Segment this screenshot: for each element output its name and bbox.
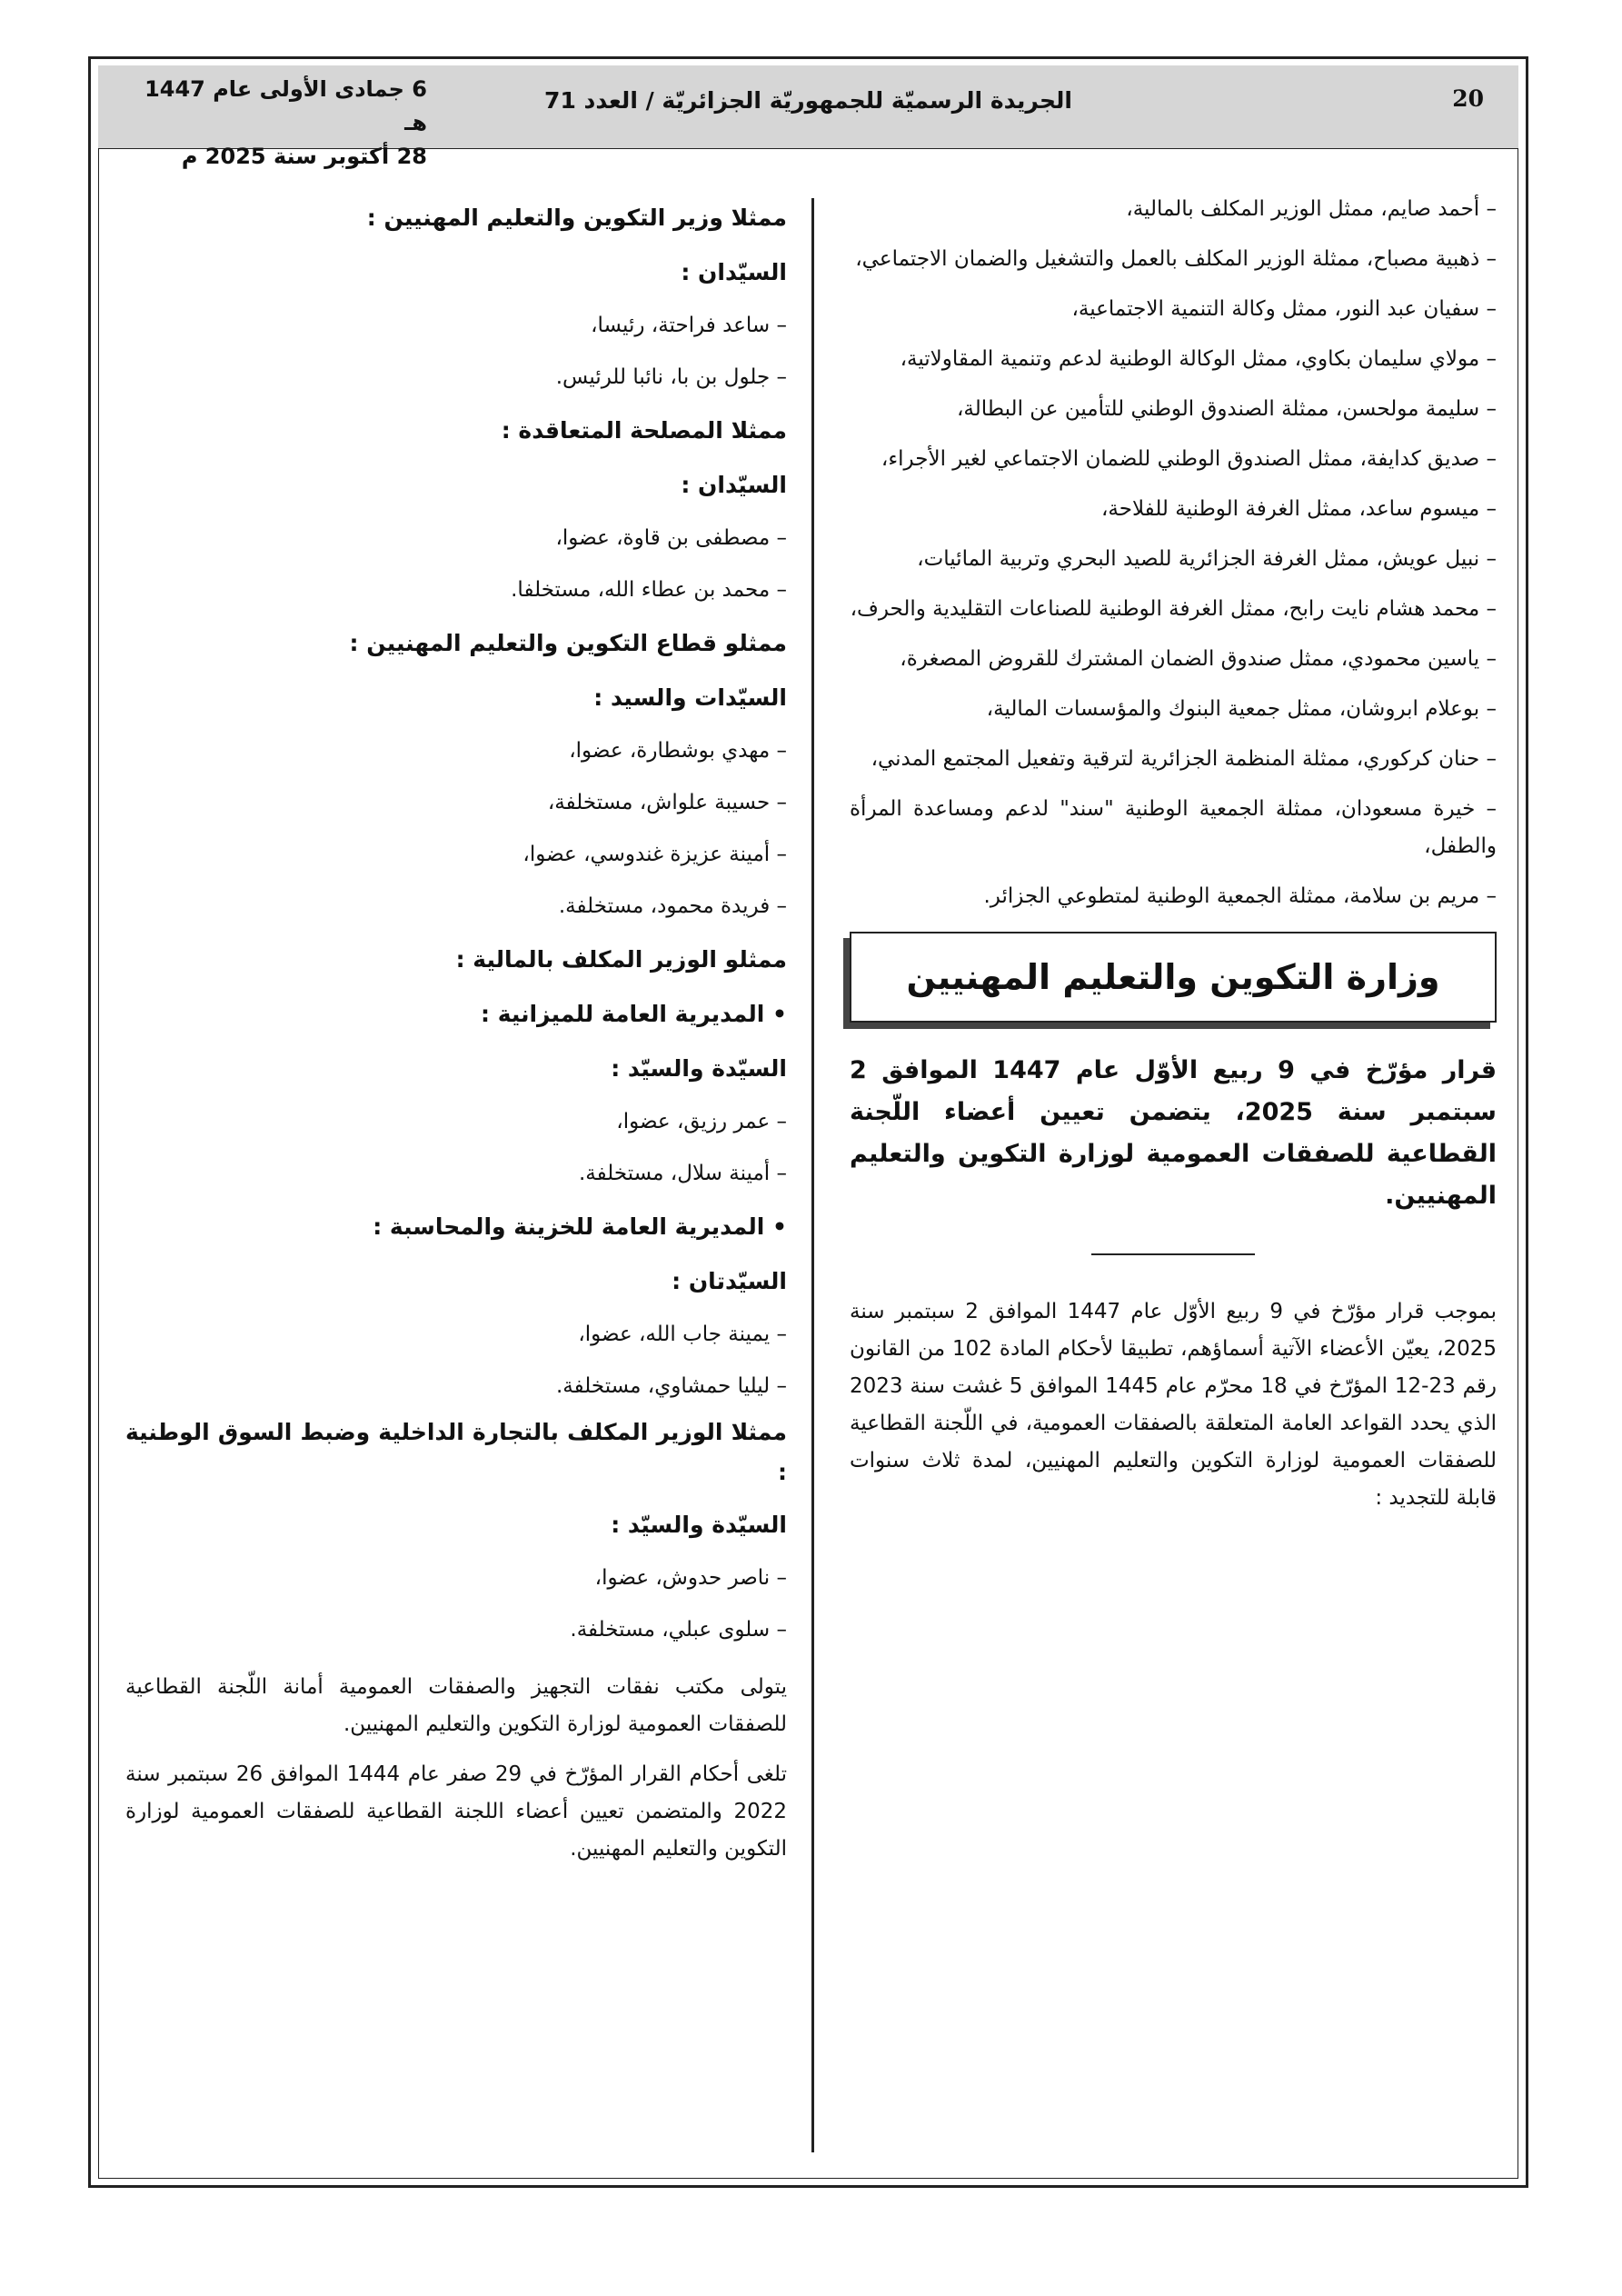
ministry-title: وزارة التكوين والتعليم المهنيين (906, 956, 1440, 997)
section-heading: ممثلا وزير التكوين والتعليم المهنيين : (366, 205, 787, 231)
member-line: – أمينة سلال، مستخلفة. (578, 1162, 787, 1185)
section-heading: السيّدان : (681, 472, 787, 498)
section-heading: السيّدتان : (672, 1268, 787, 1294)
member-entry: – مولاي سليمان بكاوي، ممثل الوكالة الوطنية لدعم وتنمية المقاولاتية، (900, 347, 1497, 371)
decree-body: بموجب قرار مؤرّخ في 9 ربيع الأوّل عام 1447 الموافق 2 سبتمبر سنة 2025، يعيّن الأعضاء الآتية أسماؤهم، تطبيقا لأحكام المادة 102 من القانون رقم 23-12 المؤرّخ في 18 محرّم عام 1445 الموافق 5 غشت سنة 2023 الذي يحدد القواعد العامة المتعلقة بالصفقات العمومية، في اللّجنة القطاعية للصفقات العمومية لوزارة التكوين والتعليم المهنيين، لمدة ثلاث سنوات قابلة للتجديد : (850, 1300, 1498, 1510)
member-entry: – ذهبية مصباح، ممثلة الوزير المكلف بالعمل والتشغيل والضمان الاجتماعي، (855, 247, 1497, 271)
member-entry: – خيرة مسعودان، ممثلة الجمعية الوطنية "سند" لدعم ومساعدة المرأة والطفل، (850, 797, 1497, 858)
member-line: – فريدة محمود، مستخلفة. (558, 894, 787, 918)
member-entry: – أحمد صايم، ممثل الوزير المكلف بالمالية، (1126, 197, 1497, 221)
section-heading: السيّدة والسيّد : (611, 1055, 787, 1082)
separator-line (1091, 1253, 1255, 1255)
commerce-list (125, 1498, 787, 1656)
member-line: – محمد بن عطاء الله، مستخلفا. (511, 578, 787, 602)
date-hijri: 6 جمادى الأولى عام 1447 هـ (144, 76, 427, 135)
member-line: – سلوى عبلي، مستخلفة. (570, 1618, 787, 1642)
left-column (125, 191, 787, 1881)
section-heading: ممثلا المصلحة المتعاقدة : (501, 417, 787, 444)
member-line: – ناصر حدوش، عضوا، (594, 1566, 787, 1590)
journal-title: الجريدة الرسميّة للجمهوريّة الجزائريّة / العدد 71 (544, 87, 1072, 114)
section-heading: السيّدة والسيّد : (611, 1512, 787, 1538)
member-entry: – صديق كدايفة، ممثل الصندوق الوطني للضمان الاجتماعي لغير الأجراء، (881, 447, 1497, 471)
member-line: – ليليا حمشاوي، مستخلفة. (555, 1374, 787, 1398)
section-heading: • المديرية العامة للميزانية : (481, 1001, 787, 1027)
member-line: – جلول بن با، نائبا للرئيس. (555, 365, 787, 389)
section-heading: السيّدات والسيد : (593, 684, 787, 711)
decree-title: قرار مؤرّخ في 9 ربيع الأوّل عام 1447 الموافق 2 سبتمبر سنة 2025، يتضمن تعيين أعضاء اللّجنة القطاعية للصفقات العمومية لوزارة التكوين والتعليم المهنيين. (850, 1056, 1498, 1210)
members-list (850, 191, 1497, 915)
date-gregorian: 28 أكتوبر سنة 2025 م (181, 144, 427, 169)
member-entry: – ميسوم ساعد، ممثل الغرفة الوطنية للفلاحة، (1100, 497, 1497, 521)
section-heading: ممثلو قطاع التكوين والتعليم المهنيين : (349, 630, 787, 656)
member-line: – حسيبة علواش، مستخلفة، (547, 791, 787, 814)
section-heading: ممثلو الوزير المكلف بالمالية : (455, 946, 787, 973)
member-entry: – ياسين محمودي، ممثل صندوق الضمان المشترك للقروض المصغرة، (900, 647, 1497, 671)
member-entry: – نبيل عويش، ممثل الغرفة الجزائرية للصيد البحري وتربية المائيات، (917, 547, 1497, 571)
issue-date (127, 73, 427, 174)
secretariat-paragraph: يتولى مكتب نفقات التجهيز والصفقات العمومية أمانة اللّجنة القطاعية للصفقات العمومية لوزارة التكوين والتعليم المهنيين. (125, 1675, 787, 1736)
member-line: – ساعد فراحتة، رئيسا، (591, 314, 787, 337)
member-line: – عمر رزيق، عضوا، (616, 1110, 787, 1133)
member-entry: – بوعلام ابروشان، ممثل جمعية البنوك والمؤسسات المالية، (986, 697, 1497, 721)
repeal-paragraph: تلغى أحكام القرار المؤرّخ في 29 صفر عام 1444 الموافق 26 سبتمبر سنة 2022 والمتضمن تعيين أعضاء اللجنة القطاعية للصفقات العمومية لوزارة التكوين والتعليم المهنيين. (125, 1762, 788, 1861)
member-line: – مصطفى بن قاوة، عضوا، (555, 526, 787, 550)
page-number: 20 (1452, 85, 1484, 112)
column-divider (811, 198, 814, 2152)
member-line: – مهدي بوشطارة، عضوا، (569, 739, 787, 763)
member-entry: – سفيان عبد النور، ممثل وكالة التنمية الاجتماعية، (1071, 297, 1497, 321)
section-heading: السيّدان : (681, 259, 787, 285)
member-entry: – مريم بن سلامة، ممثلة الجمعية الوطنية لمتطوعي الجزائر. (983, 884, 1497, 908)
page-header (98, 65, 1518, 169)
member-entry: – حنان كركوري، ممثلة المنظمة الجزائرية لترقية وتفعيل المجتمع المدني، (871, 747, 1497, 771)
commerce-heading: ممثلا الوزير المكلف بالتجارة الداخلية وضبط السوق الوطنية : (125, 1419, 787, 1485)
member-entry: – محمد هشام نايت رابح، ممثل الغرفة الوطنية للصناعات التقليدية والحرف، (850, 597, 1497, 621)
ministry-title-box (850, 932, 1497, 1023)
section-heading: • المديرية العامة للخزينة والمحاسبة : (373, 1213, 787, 1240)
right-column (850, 191, 1497, 1530)
member-line: – يمينة جاب الله، عضوا، (578, 1323, 787, 1346)
member-entry: – سليمة مولحسن، ممثلة الصندوق الوطني للتأمين عن البطالة، (956, 397, 1497, 421)
member-line: – أمينة عزيزة غندوسي، عضوا، (522, 843, 787, 866)
committee-list (125, 191, 787, 1413)
